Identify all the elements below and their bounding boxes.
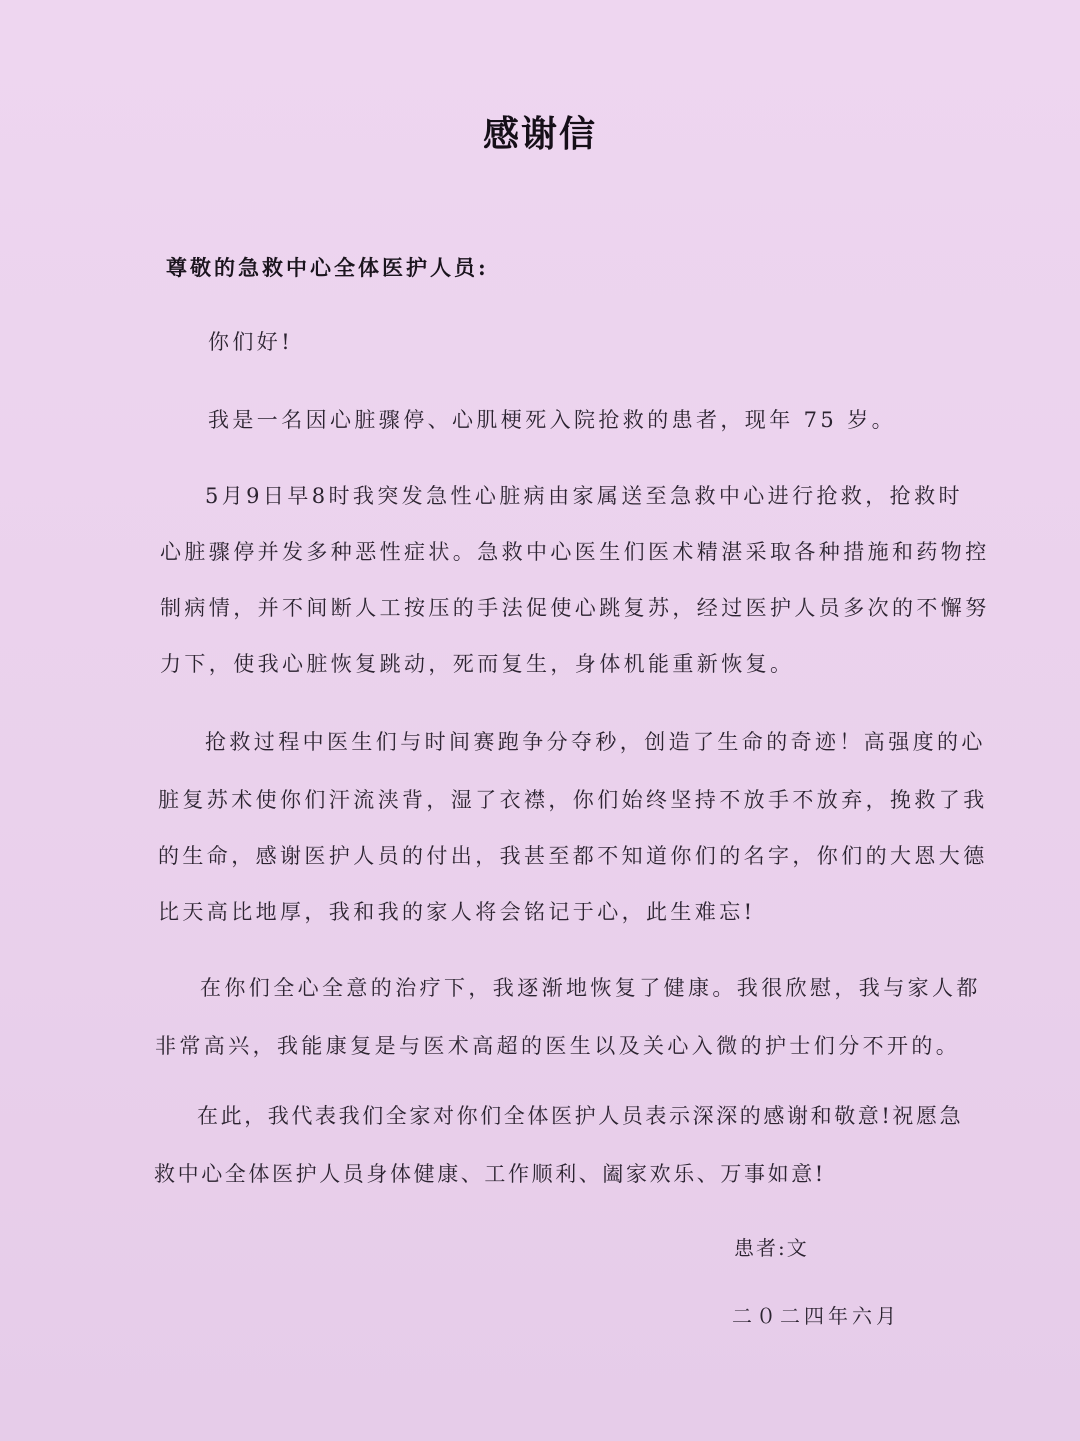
intro-line: 我是一名因心脏骤停、心肌梗死入院抢救的患者，现年 75 岁。 [208, 408, 897, 432]
greeting: 你们好! [208, 330, 294, 354]
paragraph-line: 在你们全心全意的治疗下，我逐渐地恢复了健康。我很欣慰，我与家人都 [200, 976, 981, 1000]
paragraph-line: 心脏骤停并发多种恶性症状。急救中心医生们医术精湛采取各种措施和药物控 [160, 540, 990, 564]
letter-date: 二０二四年六月 [732, 1304, 900, 1328]
paragraph-line: 救中心全体医护人员身体健康、工作顺利、阖家欢乐、万事如意! [154, 1162, 826, 1186]
paragraph-line: 的生命，感谢医护人员的付出，我甚至都不知道你们的名字，你们的大恩大德 [158, 844, 988, 868]
paragraph-line: 力下，使我心脏恢复跳动，死而复生，身体机能重新恢复。 [160, 652, 795, 676]
paragraph-line: 非常高兴，我能康复是与医术高超的医生以及关心入微的护士们分不开的。 [155, 1034, 961, 1058]
paragraph-line: 在此，我代表我们全家对你们全体医护人员表示深深的感谢和敬意!祝愿急 [197, 1104, 964, 1128]
paragraph-line: 脏复苏术使你们汗流浃背，湿了衣襟，你们始终坚持不放手不放弃，挽救了我 [158, 788, 988, 812]
signature: 患者:文 [734, 1236, 809, 1260]
paragraph-line: 比天高比地厚，我和我的家人将会铭记于心，此生难忘! [158, 900, 756, 924]
paragraph-line: 抢救过程中医生们与时间赛跑争分夺秒，创造了生命的奇迹！高强度的心 [205, 730, 986, 754]
paragraph-line: 5月9日早8时我突发急性心脏病由家属送至急救中心进行抢救，抢救时 [205, 484, 963, 508]
letter-title: 感谢信 [482, 114, 597, 155]
salutation: 尊敬的急救中心全体医护人员: [166, 255, 489, 280]
paragraph-line: 制病情，并不间断人工按压的手法促使心跳复苏，经过医护人员多次的不懈努 [160, 596, 990, 620]
